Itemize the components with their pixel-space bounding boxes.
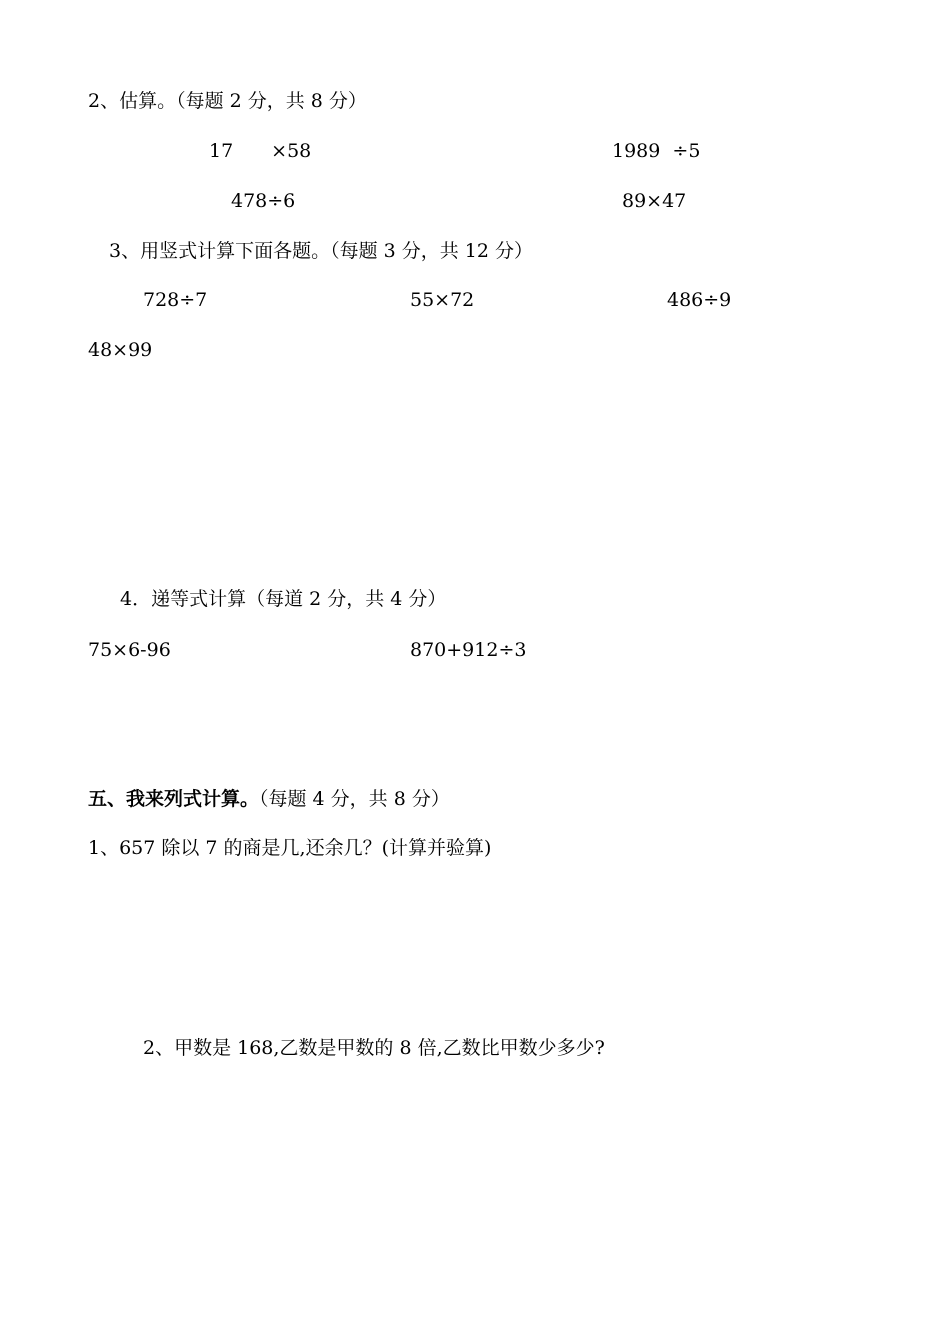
part-five-title: 五、我来列式计算。 bbox=[88, 788, 260, 810]
word-problem-1: 1、657 除以 7 的商是几,还余几？(计算并验算) bbox=[88, 837, 492, 859]
part-five-note: （每题 4 分，共 8 分） bbox=[259, 788, 450, 810]
estimation-item-2: 1989 ÷5 bbox=[612, 140, 701, 162]
stepwise-calc-heading: 4．递等式计算（每道 2 分，共 4 分） bbox=[120, 588, 447, 610]
stepwise-calc-item-1: 75×6-96 bbox=[88, 639, 171, 661]
stepwise-calc-item-2: 870+912÷3 bbox=[410, 639, 527, 661]
vertical-calc-heading: 3、用竖式计算下面各题。（每题 3 分，共 12 分） bbox=[109, 240, 534, 262]
word-problem-2: 2、甲数是 168,乙数是甲数的 8 倍,乙数比甲数少多少? bbox=[143, 1037, 605, 1059]
vertical-calc-item-4: 48×99 bbox=[88, 339, 153, 361]
estimation-item-4: 89×47 bbox=[622, 190, 687, 212]
vertical-calc-item-2: 55×72 bbox=[410, 289, 475, 311]
estimation-item-3: 478÷6 bbox=[231, 190, 296, 212]
part-five-heading bbox=[88, 787, 450, 811]
vertical-calc-item-1: 728÷7 bbox=[143, 289, 208, 311]
estimation-item-1: 17 ×58 bbox=[209, 140, 312, 162]
estimation-heading: 2、估算。（每题 2 分，共 8 分） bbox=[88, 90, 367, 112]
vertical-calc-item-3: 486÷9 bbox=[667, 289, 732, 311]
